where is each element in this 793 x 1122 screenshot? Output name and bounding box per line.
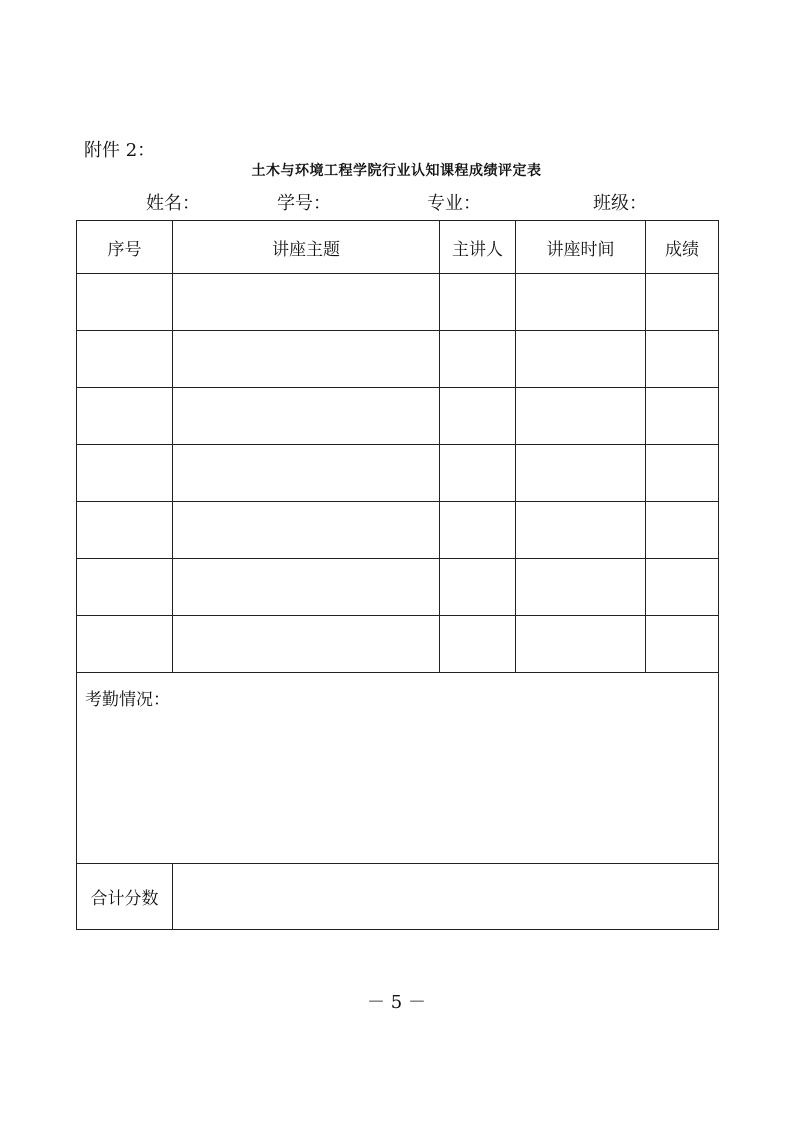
cell-number[interactable] <box>77 502 173 559</box>
table-row <box>77 388 719 445</box>
cell-time[interactable] <box>516 274 646 331</box>
attendance-row <box>77 673 719 864</box>
header-speaker: 主讲人 <box>440 221 516 274</box>
cell-grade[interactable] <box>646 445 719 502</box>
student-id-label: 学号： <box>277 193 331 214</box>
header-number: 序号 <box>77 221 173 274</box>
class-label: 班级： <box>593 193 647 214</box>
table-row <box>77 616 719 673</box>
cell-grade[interactable] <box>646 388 719 445</box>
cell-grade[interactable] <box>646 616 719 673</box>
cell-speaker[interactable] <box>440 445 516 502</box>
cell-topic[interactable] <box>173 388 440 445</box>
cell-speaker[interactable] <box>440 616 516 673</box>
cell-number[interactable] <box>77 445 173 502</box>
cell-topic[interactable] <box>173 331 440 388</box>
cell-topic[interactable] <box>173 445 440 502</box>
table-row <box>77 274 719 331</box>
attendance-cell[interactable] <box>77 673 719 864</box>
header-lecture-time: 讲座时间 <box>516 221 646 274</box>
total-score-label: 合计分数 <box>77 864 173 930</box>
cell-topic[interactable] <box>173 274 440 331</box>
table-row <box>77 502 719 559</box>
grade-evaluation-table <box>76 220 719 930</box>
table-header-row <box>77 221 719 274</box>
cell-time[interactable] <box>516 331 646 388</box>
cell-time[interactable] <box>516 388 646 445</box>
header-grade: 成绩 <box>646 221 719 274</box>
cell-speaker[interactable] <box>440 388 516 445</box>
cell-number[interactable] <box>77 331 173 388</box>
cell-grade[interactable] <box>646 502 719 559</box>
cell-topic[interactable] <box>173 616 440 673</box>
cell-topic[interactable] <box>173 559 440 616</box>
table-row <box>77 559 719 616</box>
cell-grade[interactable] <box>646 274 719 331</box>
cell-speaker[interactable] <box>440 331 516 388</box>
cell-topic[interactable] <box>173 502 440 559</box>
cell-grade[interactable] <box>646 331 719 388</box>
cell-number[interactable] <box>77 274 173 331</box>
cell-time[interactable] <box>516 445 646 502</box>
attendance-label: 考勤情况： <box>85 690 170 710</box>
major-label: 专业： <box>427 193 481 214</box>
cell-grade[interactable] <box>646 559 719 616</box>
cell-speaker[interactable] <box>440 502 516 559</box>
cell-speaker[interactable] <box>440 559 516 616</box>
table-row <box>77 331 719 388</box>
cell-speaker[interactable] <box>440 274 516 331</box>
page-number: － 5 － <box>367 992 426 1013</box>
cell-number[interactable] <box>77 388 173 445</box>
cell-time[interactable] <box>516 616 646 673</box>
total-score-row <box>77 864 719 930</box>
cell-time[interactable] <box>516 502 646 559</box>
cell-number[interactable] <box>77 616 173 673</box>
header-lecture-topic: 讲座主题 <box>173 221 440 274</box>
cell-time[interactable] <box>516 559 646 616</box>
document-title: 土木与环境工程学院行业认知课程成绩评定表 <box>251 163 542 179</box>
attachment-label: 附件 2： <box>84 140 156 161</box>
table-row <box>77 445 719 502</box>
name-label: 姓名： <box>146 193 200 214</box>
cell-number[interactable] <box>77 559 173 616</box>
total-score-value-cell[interactable] <box>173 864 719 930</box>
